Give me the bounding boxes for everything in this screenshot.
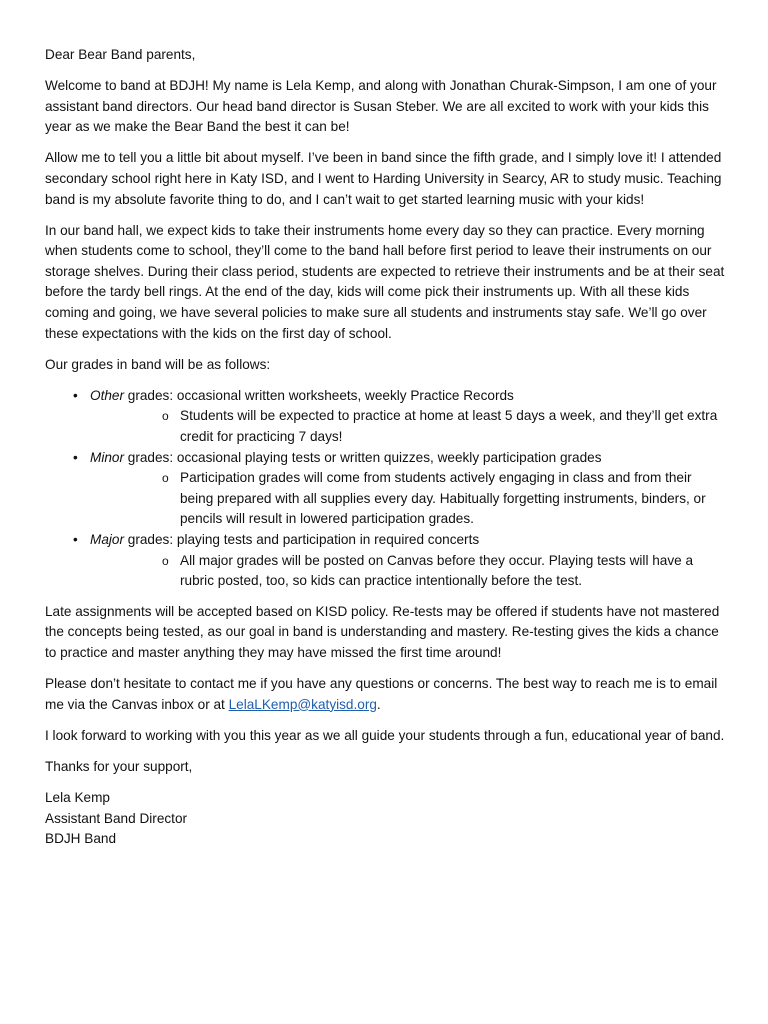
signature-name: Lela Kemp bbox=[45, 789, 110, 805]
grade-subitem-text: Students will be expected to practice at home at least 5 days a week, and they’ll get extra credit for practicing 7 days! bbox=[180, 408, 718, 444]
paragraph-welcome: Welcome to band at BDJH! My name is Lela Kemp, and along with Jonathan Churak-Simpson, I am one of your assistant band directors. Our head band director is Susan Steber. We are all excited to work with your kids this year as we make the Bear Band the best it can be! bbox=[45, 78, 717, 135]
contact-text-end: . bbox=[376, 696, 381, 712]
grade-item-other bbox=[45, 386, 725, 448]
email-link[interactable]: LelaLKemp@katyisd.org bbox=[228, 696, 377, 712]
paragraph-contact bbox=[45, 674, 725, 715]
grades-list bbox=[45, 386, 725, 592]
closing: Thanks for your support, bbox=[45, 758, 193, 774]
grade-type-description: grades: occasional written worksheets, weekly Practice Records bbox=[124, 387, 514, 403]
grade-subitem bbox=[90, 551, 725, 592]
bullet-icon: • bbox=[73, 449, 78, 465]
grade-type-name: Minor bbox=[90, 449, 124, 465]
paragraph-late-assignments: Late assignments will be accepted based on KISD policy. Re-tests may be offered if students have not mastered the concepts being tested, as our goal in band is understanding and mastery. Re-testing gives the kids a chance to practice and master anything they may have missed the first time around! bbox=[45, 603, 720, 660]
paragraph-look-forward: I look forward to working with you this year as we all guide your students through a fun, educational year of band. bbox=[45, 727, 725, 743]
signature-title: Assistant Band Director bbox=[45, 810, 188, 826]
grade-item-major bbox=[45, 530, 725, 592]
bullet-icon: • bbox=[73, 387, 78, 403]
grade-subitems bbox=[90, 406, 725, 447]
grade-type-name: Major bbox=[90, 531, 124, 547]
paragraph-band-hall: In our band hall, we expect kids to take their instruments home every day so they can practice. Every morning when students come to school, they’ll come to the band hall before first period to leave their instruments on our storage shelves. During their class period, students are expected to retrieve their instruments and be at their seat before the tardy bell rings. At the end of the day, kids will come pick their instruments up. With all these kids coming and going, we have several policies to make sure all students and instruments stay safe. We’ll go over these expectations with the kids on the first day of school. bbox=[45, 222, 725, 341]
circle-bullet-icon: o bbox=[162, 471, 169, 486]
grade-subitem-text: All major grades will be posted on Canvas before they occur. Playing tests will have a rubric posted, too, so kids can practice intentionally before the test. bbox=[180, 552, 694, 589]
circle-bullet-icon: o bbox=[162, 409, 169, 424]
grade-type-description: grades: occasional playing tests or written quizzes, weekly participation grades bbox=[124, 449, 602, 465]
contact-text: Please don’t hesitate to contact me if you have any questions or concerns. The best way to reach me is to email me via the Canvas inbox or at bbox=[45, 676, 718, 712]
grades-intro: Our grades in band will be as follows: bbox=[45, 356, 271, 372]
greeting: Dear Bear Band parents, bbox=[45, 47, 196, 62]
grade-item-minor bbox=[45, 448, 725, 530]
grade-type-name: Other bbox=[90, 387, 124, 403]
grade-subitem-text: Participation grades will come from students actively engaging in class and from their being prepared with all supplies every day. Habitually forgetting instruments, binders, or pencils will result in lowered participation grades. bbox=[180, 470, 706, 527]
grade-subitem bbox=[90, 406, 725, 447]
grade-subitem bbox=[90, 468, 725, 530]
signature-org: BDJH Band bbox=[45, 831, 117, 847]
paragraph-about-me: Allow me to tell you a little bit about myself. I’ve been in band since the fifth grade, and I simply love it! I attended secondary school right here in Katy ISD, and I went to Harding University in Searcy, AR to study music. Teaching band is my absolute favorite thing to do, and I can’t wait to get started learning music with your kids! bbox=[45, 150, 722, 207]
circle-bullet-icon: o bbox=[162, 553, 169, 568]
grade-subitems bbox=[90, 551, 725, 592]
letter-page bbox=[45, 45, 725, 850]
signature-block bbox=[45, 788, 725, 850]
bullet-icon: • bbox=[73, 531, 78, 547]
grade-type-description: grades: playing tests and participation in required concerts bbox=[124, 531, 480, 547]
grade-subitems bbox=[90, 468, 725, 530]
